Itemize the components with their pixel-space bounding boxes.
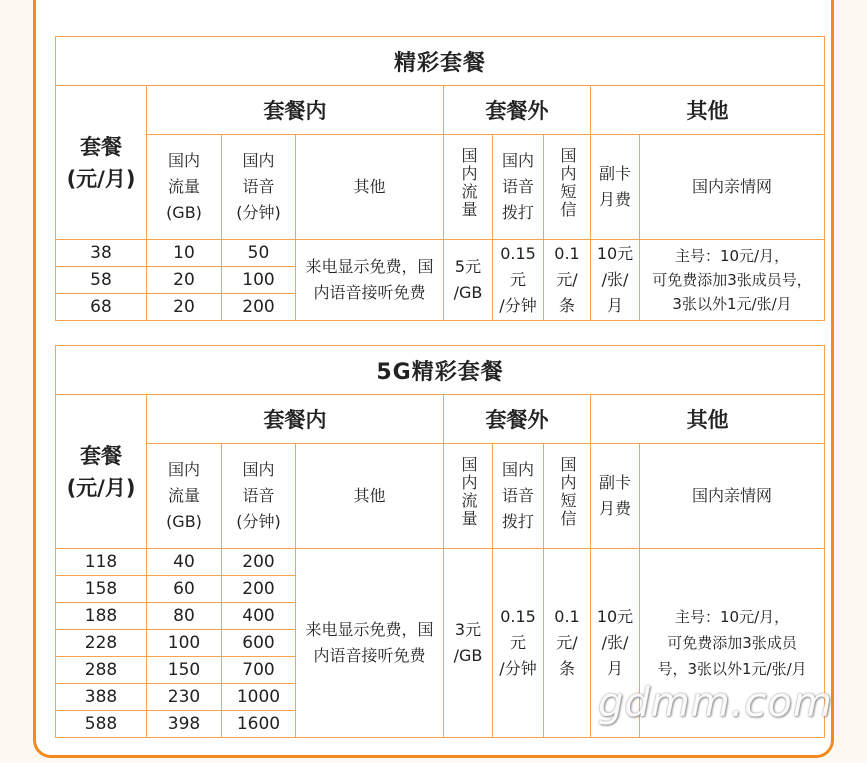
out-voice-text: 0.15 元 /分钟: [499, 607, 537, 678]
in-plan-other-text: 来电显示免费，国 内语音接听免费: [305, 257, 434, 302]
sub-header-fuka: [591, 135, 640, 240]
out-data-rate: [444, 240, 493, 321]
group-header-in-plan: 套餐内: [147, 395, 444, 444]
sub-header-out-data: [444, 135, 493, 240]
out-voice-rate: [493, 240, 544, 321]
sub-header-out-voice: [493, 135, 544, 240]
plan-data: 40: [147, 549, 222, 576]
group-header-out-plan: 套餐外: [444, 395, 591, 444]
sub-header-fuka: [591, 444, 640, 549]
group-header-in-plan: 套餐内: [147, 86, 444, 135]
plan-voice: 700: [222, 657, 296, 684]
plan-price: 68: [56, 294, 147, 321]
out-sms-rate: [544, 549, 591, 738]
sub-header-text: 国内 流量 (GB): [166, 460, 202, 531]
plan-column-header: [56, 86, 147, 240]
plan-price: 388: [56, 684, 147, 711]
sub-header-in-data: [147, 444, 222, 549]
sub-header-text: 副卡 月费: [598, 164, 631, 209]
group-header-out-plan: 套餐外: [444, 86, 591, 135]
group-header-other: 其他: [591, 395, 825, 444]
out-sms-rate: [544, 240, 591, 321]
fuka-text: 10元 /张/ 月: [596, 244, 634, 315]
watermark: gdmm.com: [598, 680, 833, 726]
fuka-fee: [591, 240, 640, 321]
plan-voice: 600: [222, 630, 296, 657]
sub-header-text: 国内 语音 拨打: [501, 460, 534, 531]
sub-header-text: 国内短信: [558, 147, 577, 219]
sub-header-text: 国内短信: [558, 456, 577, 528]
family-text: 主号：10元/月， 可免费添加3张成员号， 3张以外1元/张/月: [652, 247, 812, 313]
plan-header-text: 套餐 (元/月): [66, 443, 136, 500]
out-sms-text: 0.1 元/ 条: [554, 244, 580, 315]
sub-header-in-voice: [222, 135, 296, 240]
fuka-text: 10元 /张/ 月: [596, 607, 634, 678]
sub-header-text: 国内流量: [459, 147, 478, 219]
sub-header-text: 副卡 月费: [598, 473, 631, 518]
plan-price: 158: [56, 576, 147, 603]
plan-voice: 200: [222, 549, 296, 576]
plan-data: 398: [147, 711, 222, 738]
plan-price: 588: [56, 711, 147, 738]
out-sms-text: 0.1 元/ 条: [554, 607, 580, 678]
sub-header-family: 国内亲情网: [640, 135, 825, 240]
sub-header-text: 国内 语音 (分钟): [236, 460, 281, 531]
sub-header-out-voice: [493, 444, 544, 549]
sub-header-text: 国内 语音 拨打: [501, 151, 534, 222]
plan-data: 150: [147, 657, 222, 684]
plan-column-header: [56, 395, 147, 549]
plan-header-text: 套餐 (元/月): [66, 134, 136, 191]
sub-header-out-data: [444, 444, 493, 549]
plan-price: 118: [56, 549, 147, 576]
in-plan-other: [296, 549, 444, 738]
out-data-text: 5元 /GB: [453, 257, 483, 302]
table-title: 5G精彩套餐: [56, 346, 825, 395]
plan-data: 60: [147, 576, 222, 603]
table-title: 精彩套餐: [56, 37, 825, 86]
out-data-rate: [444, 549, 493, 738]
sub-header-in-voice: [222, 444, 296, 549]
plan-voice: 50: [222, 240, 296, 267]
sub-header-in-other: 其他: [296, 444, 444, 549]
family-text: 主号：10元/月， 可免费添加3张成员 号，3张以外1元/张/月: [657, 608, 807, 678]
sub-header-family: 国内亲情网: [640, 444, 825, 549]
out-voice-text: 0.15 元 /分钟: [499, 244, 537, 315]
plan-data: 10: [147, 240, 222, 267]
sub-header-out-sms: [544, 444, 591, 549]
plan-data: 100: [147, 630, 222, 657]
plan-price: 188: [56, 603, 147, 630]
plan-voice: 100: [222, 267, 296, 294]
in-plan-other: [296, 240, 444, 321]
group-header-other: 其他: [591, 86, 825, 135]
plan-table-basic: [55, 36, 825, 321]
sub-header-in-other: 其他: [296, 135, 444, 240]
out-voice-rate: [493, 549, 544, 738]
plan-data: 20: [147, 294, 222, 321]
out-data-text: 3元 /GB: [453, 620, 483, 665]
plan-data: 230: [147, 684, 222, 711]
sub-header-text: 国内流量: [459, 456, 478, 528]
plan-price: 58: [56, 267, 147, 294]
in-plan-other-text: 来电显示免费，国 内语音接听免费: [305, 620, 434, 665]
plan-voice: 1600: [222, 711, 296, 738]
plan-price: 288: [56, 657, 147, 684]
plan-data: 20: [147, 267, 222, 294]
family-network: [640, 240, 825, 321]
plan-voice: 200: [222, 576, 296, 603]
plan-price: 38: [56, 240, 147, 267]
plan-data: 80: [147, 603, 222, 630]
sub-header-text: 国内 流量 (GB): [166, 151, 202, 222]
plan-voice: 200: [222, 294, 296, 321]
sub-header-out-sms: [544, 135, 591, 240]
plan-voice: 1000: [222, 684, 296, 711]
plan-voice: 400: [222, 603, 296, 630]
sub-header-text: 国内 语音 (分钟): [236, 151, 281, 222]
plan-price: 228: [56, 630, 147, 657]
sub-header-in-data: [147, 135, 222, 240]
